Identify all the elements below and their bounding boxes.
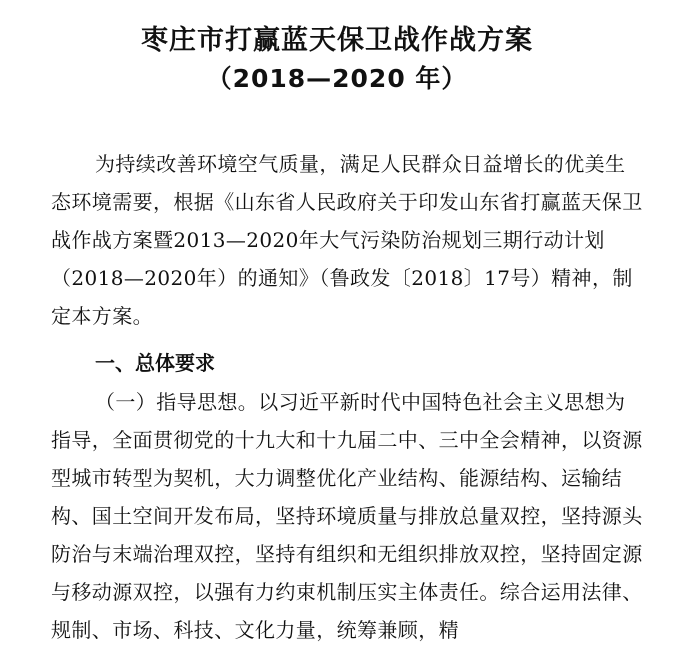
guiding-thought-paragraph: （一）指导思想。以习近平新时代中国特色社会主义思想为指导，全面贯彻党的十九大和十九届二中、三中全会精神，以资源型城市转型为契机，大力调整优化产业结构、能源结构、运输结构、国土空间开发布局，坚持环境质量与排放总量双控，坚持源头防治与末端治理双控，坚持有组织和无组织排放双控，坚持固定源与移动源双控，以强有力约束机制压实主体责任。综合运用法律、规制、市场、科技、文化力量，统筹兼顾，精 bbox=[51, 390, 643, 642]
intro-paragraph: 为持续改善环境空气质量，满足人民群众日益增长的优美生态环境需要，根据《山东省人民政府关于印发山东省打赢蓝天保卫战作战方案暨2013—2020年大气污染防治规划三期行动计划（2018—2020年）的通知》（鲁政发〔2018〕17号）精神，制定本方案。 bbox=[51, 152, 643, 328]
document-subtitle: （2018—2020 年） bbox=[206, 64, 468, 93]
section-heading: 一、总体要求 bbox=[95, 351, 215, 375]
document-title: 枣庄市打赢蓝天保卫战作战方案 bbox=[141, 25, 533, 56]
